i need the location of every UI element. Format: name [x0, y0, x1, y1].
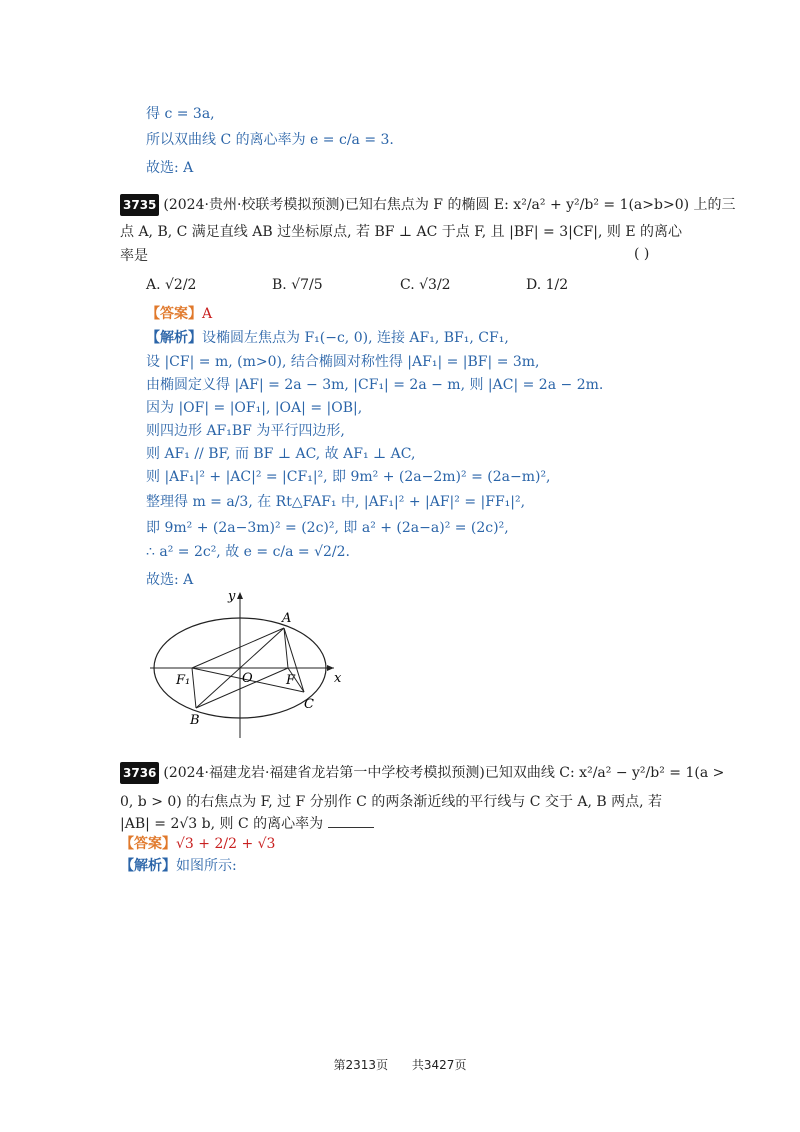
q3735-analysis-line-9: ∴ a² = 2c², 故 e = c/a = √2/2.	[146, 544, 351, 560]
q3736-answer-blank	[328, 815, 374, 828]
q3735-analysis-label: 【解析】	[146, 330, 202, 346]
q3735-answer-label: 【答案】	[146, 306, 202, 322]
q3736-answer-value: √3 + 2/2 + √3	[176, 836, 276, 852]
prev-solution-line-2: 所以双曲线 C 的离心率为 e = c/a = 3.	[146, 132, 394, 148]
q3735-option-d: D. 1/2	[526, 277, 569, 293]
q3735-stem-line-1	[120, 194, 736, 216]
total-pages: 共3427页	[411, 1058, 467, 1072]
q3735-analysis-line-2: 由椭圆定义得 |AF| = 2a − 3m, |CF₁| = 2a − m, 则 |AC| = 2a − 2m.	[146, 377, 604, 393]
y-axis-arrow	[237, 592, 243, 599]
q3735-option-b: B. √7/5	[272, 277, 323, 293]
q3736-analysis-text: 如图所示:	[176, 858, 237, 874]
q3735-analysis-line-0	[146, 328, 509, 348]
x-axis-arrow	[327, 665, 334, 671]
q3735-answer	[146, 304, 212, 324]
label-f: F	[286, 673, 296, 688]
q3735-answer-value: A	[202, 306, 213, 322]
q3736-answer-label: 【答案】	[120, 836, 176, 852]
q3735-option-a: A. √2/2	[146, 277, 197, 293]
q3736-stem-line-2: 0, b > 0) 的右焦点为 F, 过 F 分别作 C 的两条渐近线的平行线与 C 交于 A, B 两点, 若	[120, 794, 663, 810]
label-o: O	[242, 671, 253, 686]
q3736-number: 3736	[120, 762, 159, 784]
prev-solution-line-1: 得 c = 3a,	[146, 106, 215, 122]
q3735-answer-paren: ( )	[634, 246, 650, 262]
q3736-analysis	[120, 856, 237, 876]
q3736-stem-text-1: (2024·福建龙岩·福建省龙岩第一中学校考模拟预测)已知双曲线 C: x²/a² − y²/b² = 1(a >	[163, 765, 725, 781]
q3735-analysis-line-8: 即 9m² + (2a−3m)² = (2c)², 即 a² + (2a−a)² = (2c)²,	[146, 520, 509, 536]
q3735-stem-text-1: (2024·贵州·校联考模拟预测)已知右焦点为 F 的椭圆 E: x²/a² + y²/b² = 1(a>b>0) 上的三	[163, 197, 736, 213]
label-y: y	[228, 589, 236, 604]
q3735-analysis-line-4: 则四边形 AF₁BF 为平行四边形,	[146, 423, 345, 439]
label-f1: F₁	[176, 673, 191, 688]
label-x: x	[334, 671, 342, 686]
label-c: C	[304, 697, 314, 712]
q3735-analysis-line-10: 故选: A	[146, 572, 194, 588]
page-footer	[0, 1056, 800, 1073]
q3735-analysis-line-1: 设 |CF| = m, (m>0), 结合椭圆对称性得 |AF₁| = |BF| = 3m,	[146, 354, 540, 370]
q3735-stem-line-3: 率是	[120, 248, 148, 264]
label-a: A	[282, 611, 292, 626]
q3736-answer	[120, 834, 275, 854]
segment-f1a	[192, 628, 284, 668]
q3736-stem-line-1	[120, 762, 724, 784]
q3735-number: 3735	[120, 194, 159, 216]
ellipse-figure	[140, 586, 350, 746]
q3735-analysis-line-5: 则 AF₁ // BF, 而 BF ⊥ AC, 故 AF₁ ⊥ AC,	[146, 446, 416, 462]
q3736-analysis-label: 【解析】	[120, 858, 176, 874]
q3735-analysis-text-0: 设椭圆左焦点为 F₁(−c, 0), 连接 AF₁, BF₁, CF₁,	[202, 330, 509, 346]
q3735-analysis-line-7: 整理得 m = a/3, 在 Rt△FAF₁ 中, |AF₁|² + |AF|² = |FF₁|²,	[146, 494, 526, 510]
q3735-option-c: C. √3/2	[400, 277, 451, 293]
q3736-stem-line-3	[120, 814, 374, 834]
segment-f1b	[192, 668, 196, 708]
q3736-stem-text-3: |AB| = 2√3 b, 则 C 的离心率为	[120, 816, 324, 832]
page-number: 第2313页	[333, 1058, 389, 1072]
q3735-stem-line-2: 点 A, B, C 满足直线 AB 过坐标原点, 若 BF ⊥ AC 于点 F, 且 |BF| = 3|CF|, 则 E 的离心	[120, 224, 682, 240]
label-b: B	[190, 713, 200, 728]
q3735-analysis-line-6: 则 |AF₁|² + |AC|² = |CF₁|², 即 9m² + (2a−2m)² = (2a−m)²,	[146, 469, 551, 485]
prev-solution-line-3: 故选: A	[146, 160, 194, 176]
q3735-analysis-line-3: 因为 |OF| = |OF₁|, |OA| = |OB|,	[146, 400, 363, 416]
